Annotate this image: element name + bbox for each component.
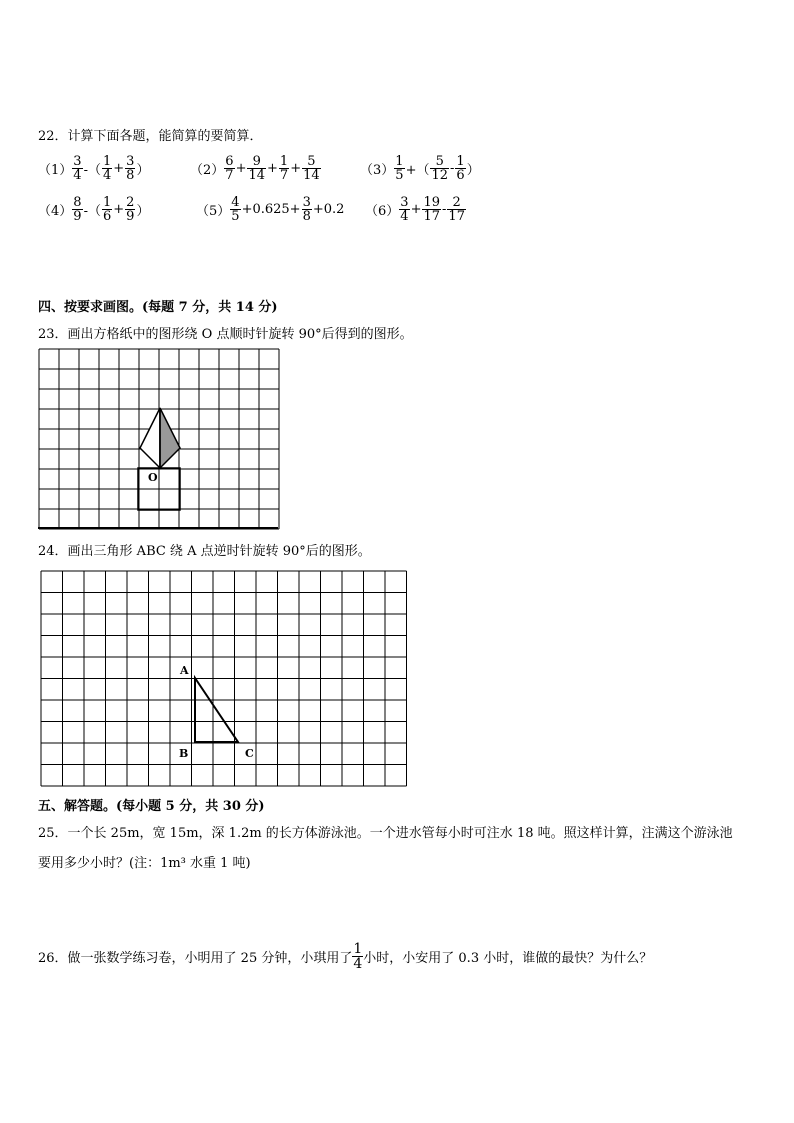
- operator: -: [450, 161, 455, 176]
- fraction: $\frac{19}{17}$: [423, 195, 441, 224]
- operator: ）: [136, 163, 150, 178]
- problem-number: （6）: [365, 204, 400, 219]
- fraction: $\frac{1}{6}$: [456, 154, 465, 183]
- problem-number: （1）: [38, 163, 73, 178]
- operator: +: [235, 161, 247, 176]
- problem-3: [360, 155, 481, 182]
- fraction: $\frac{6}{7}$: [225, 154, 234, 183]
- operator: +: [290, 161, 302, 176]
- vertex-a-label: A: [180, 664, 189, 677]
- vertex-b-label: B: [179, 747, 189, 760]
- triangle-abc: [195, 678, 238, 742]
- fraction: $\frac{1}{7}$: [279, 154, 289, 183]
- fraction: $\frac{2}{17}$: [448, 195, 465, 224]
- operator: +: [113, 202, 125, 217]
- operator: +0.2: [312, 202, 345, 217]
- kite-right-half: [160, 408, 180, 468]
- fraction: $\frac{3}{8}$: [126, 154, 135, 183]
- section-4-heading: 四、按要求画图。(每题 7 分，共 14 分): [38, 300, 278, 315]
- problem-5: [196, 196, 345, 223]
- fraction: $\frac{3}{8}$: [302, 195, 311, 224]
- problem-number: （4）: [38, 204, 73, 219]
- point-o-label: O: [148, 471, 158, 484]
- problem-number: （5）: [196, 204, 231, 219]
- grid-q23: [38, 348, 282, 532]
- q22-title: 22．计算下面各题，能简算的要简算．: [38, 129, 263, 144]
- problem-2: [190, 155, 321, 182]
- fraction: $\frac{5}{14}$: [303, 154, 320, 183]
- operator: -（: [83, 163, 101, 178]
- operator: +0.625+: [241, 202, 301, 217]
- problem-4: [38, 196, 150, 223]
- operator: -（: [83, 204, 101, 219]
- kite-left-half: [140, 408, 160, 468]
- problem-number: （3）: [360, 163, 395, 178]
- fraction: $\frac{2}{9}$: [126, 195, 135, 224]
- operator: +: [113, 161, 125, 176]
- fraction: $\frac{4}{5}$: [231, 195, 240, 224]
- q26-text-pre: 26．做一张数学练习卷，小明用了 25 分钟，小琪用了: [38, 951, 353, 966]
- fraction: $\frac{9}{14}$: [248, 154, 266, 183]
- fraction: $\frac{3}{4}$: [400, 195, 409, 224]
- q25-line2: 要用多少小时？(注：1m³ 水重 1 吨): [38, 856, 251, 871]
- vertex-c-label: C: [245, 747, 254, 760]
- fraction: $\frac{1}{4}$: [353, 941, 363, 972]
- operator: ）: [136, 204, 150, 219]
- problem-6: [365, 196, 466, 223]
- operator: +: [410, 202, 422, 217]
- q26-text-post: 小时，小安用了 0.3 小时，谁做的最快？为什么？: [363, 951, 653, 966]
- q25-line1: 25．一个长 25m，宽 15m，深 1.2m 的长方体游泳池。一个进水管每小时可注水 18 吨。照这样计算，注满这个游泳池: [38, 826, 733, 841]
- problem-1: [38, 155, 150, 182]
- grid-q24: [40, 570, 420, 788]
- q24-text: 24．画出三角形 ABC 绕 A 点逆时针旋转 90°后的图形。: [38, 544, 371, 559]
- fraction: $\frac{1}{5}$: [395, 154, 404, 183]
- operator: +: [267, 161, 278, 176]
- problem-number: （2）: [190, 163, 225, 178]
- q26: [38, 942, 652, 971]
- q23-text: 23．画出方格纸中的图形绕 O 点顺时针旋转 90°后得到的图形。: [38, 327, 413, 342]
- operator: +（: [405, 163, 430, 178]
- fraction: $\frac{5}{12}$: [431, 154, 449, 183]
- section-5-heading: 五、解答题。(每小题 5 分，共 30 分): [38, 799, 265, 814]
- fraction: $\frac{3}{4}$: [73, 154, 82, 183]
- fraction: $\frac{1}{4}$: [102, 154, 112, 183]
- grid-lines: [41, 571, 407, 786]
- fraction: $\frac{8}{9}$: [73, 195, 82, 224]
- fraction: $\frac{1}{6}$: [102, 195, 112, 224]
- operator: ）: [466, 163, 480, 178]
- operator: -: [442, 202, 447, 217]
